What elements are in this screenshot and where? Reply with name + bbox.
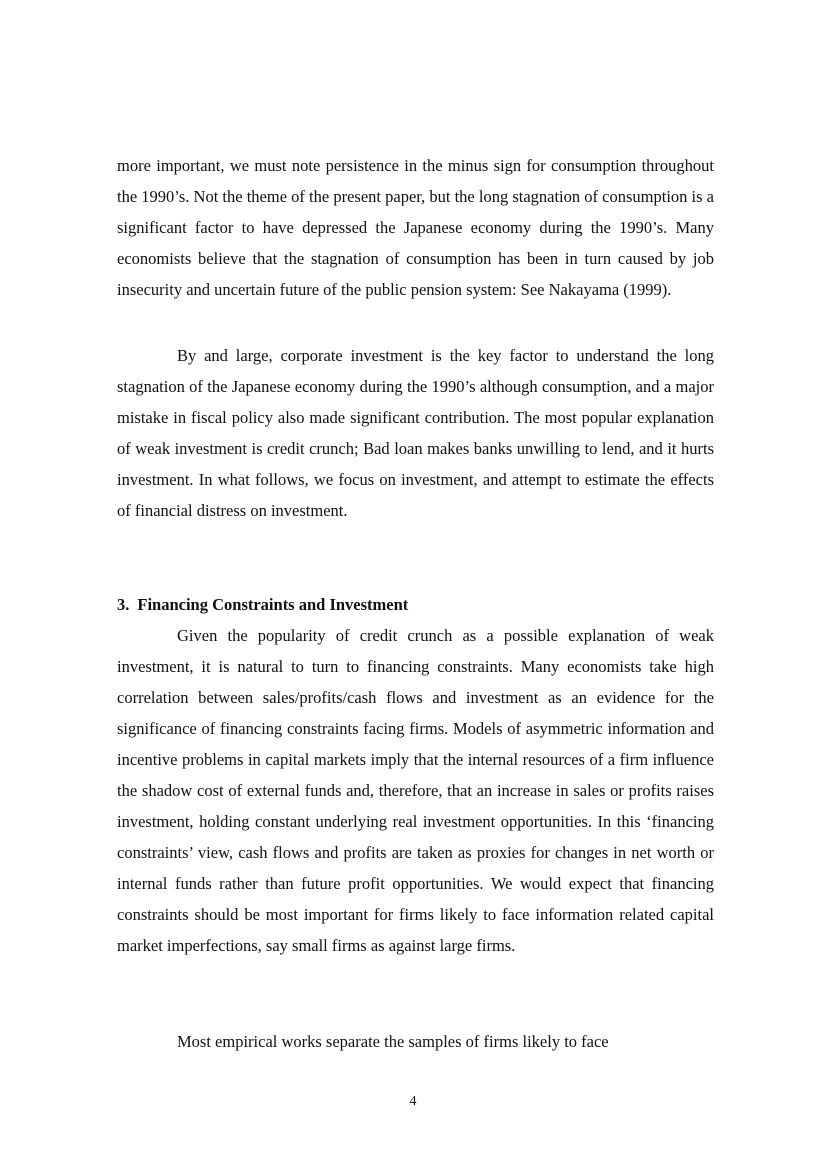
paragraph-text: By and large, corporate investment is the key factor to understand the long stagnation of the Japanese economy during the 1990’s although consumption, and a major mistake in fiscal policy also made significant contribution. The most popular explanation of weak investment is credit crunch; Bad loan makes banks unwilling to lend, and it hurts investment. In what follows, we focus on investment, and attempt to estimate the effects of financial distress on investment. [117,346,714,520]
section-heading [117,589,714,620]
paragraph-text: more important, we must note persistence in the minus sign for consumption throughout the 1990’s. Not the theme of the present paper, but the long stagnation of consumption is a significant factor to have depressed the Japanese economy during the 1990’s. Many economists believe that the stagnation of consumption has been in turn caused by job insecurity and uncertain future of the public pension system: See Nakayama (1999). [117,156,714,299]
paragraph-financing-constraints [117,620,714,961]
paragraph-consumption [117,150,714,305]
page-number: 4 [409,1094,417,1109]
section-title: Financing Constraints and Investment [137,595,409,614]
paragraph-text: Given the popularity of credit crunch as a possible explanation of weak investment, it is natural to turn to financing constraints. Many economists take high correlation between sales/profits/cash flows and investment as an evidence for the significance of financing constraints facing firms. Models of asymmetric information and incentive problems in capital markets imply that the internal resources of a firm influence the shadow cost of external funds and, therefore, that an increase in sales or profits raises investment, holding constant underlying real investment opportunities. In this ‘financing constraints’ view, cash flows and profits are taken as proxies for changes in net worth or internal funds rather than future profit opportunities. We would expect that financing constraints should be most important for firms likely to face information related capital market imperfections, say small firms as against large firms. [117,626,714,955]
paragraph-empirical-works [117,1026,714,1057]
section-number: 3. [117,595,130,614]
paragraph-text: Most empirical works separate the samples of firms likely to face [177,1032,609,1051]
paragraph-corporate-investment [117,340,714,526]
